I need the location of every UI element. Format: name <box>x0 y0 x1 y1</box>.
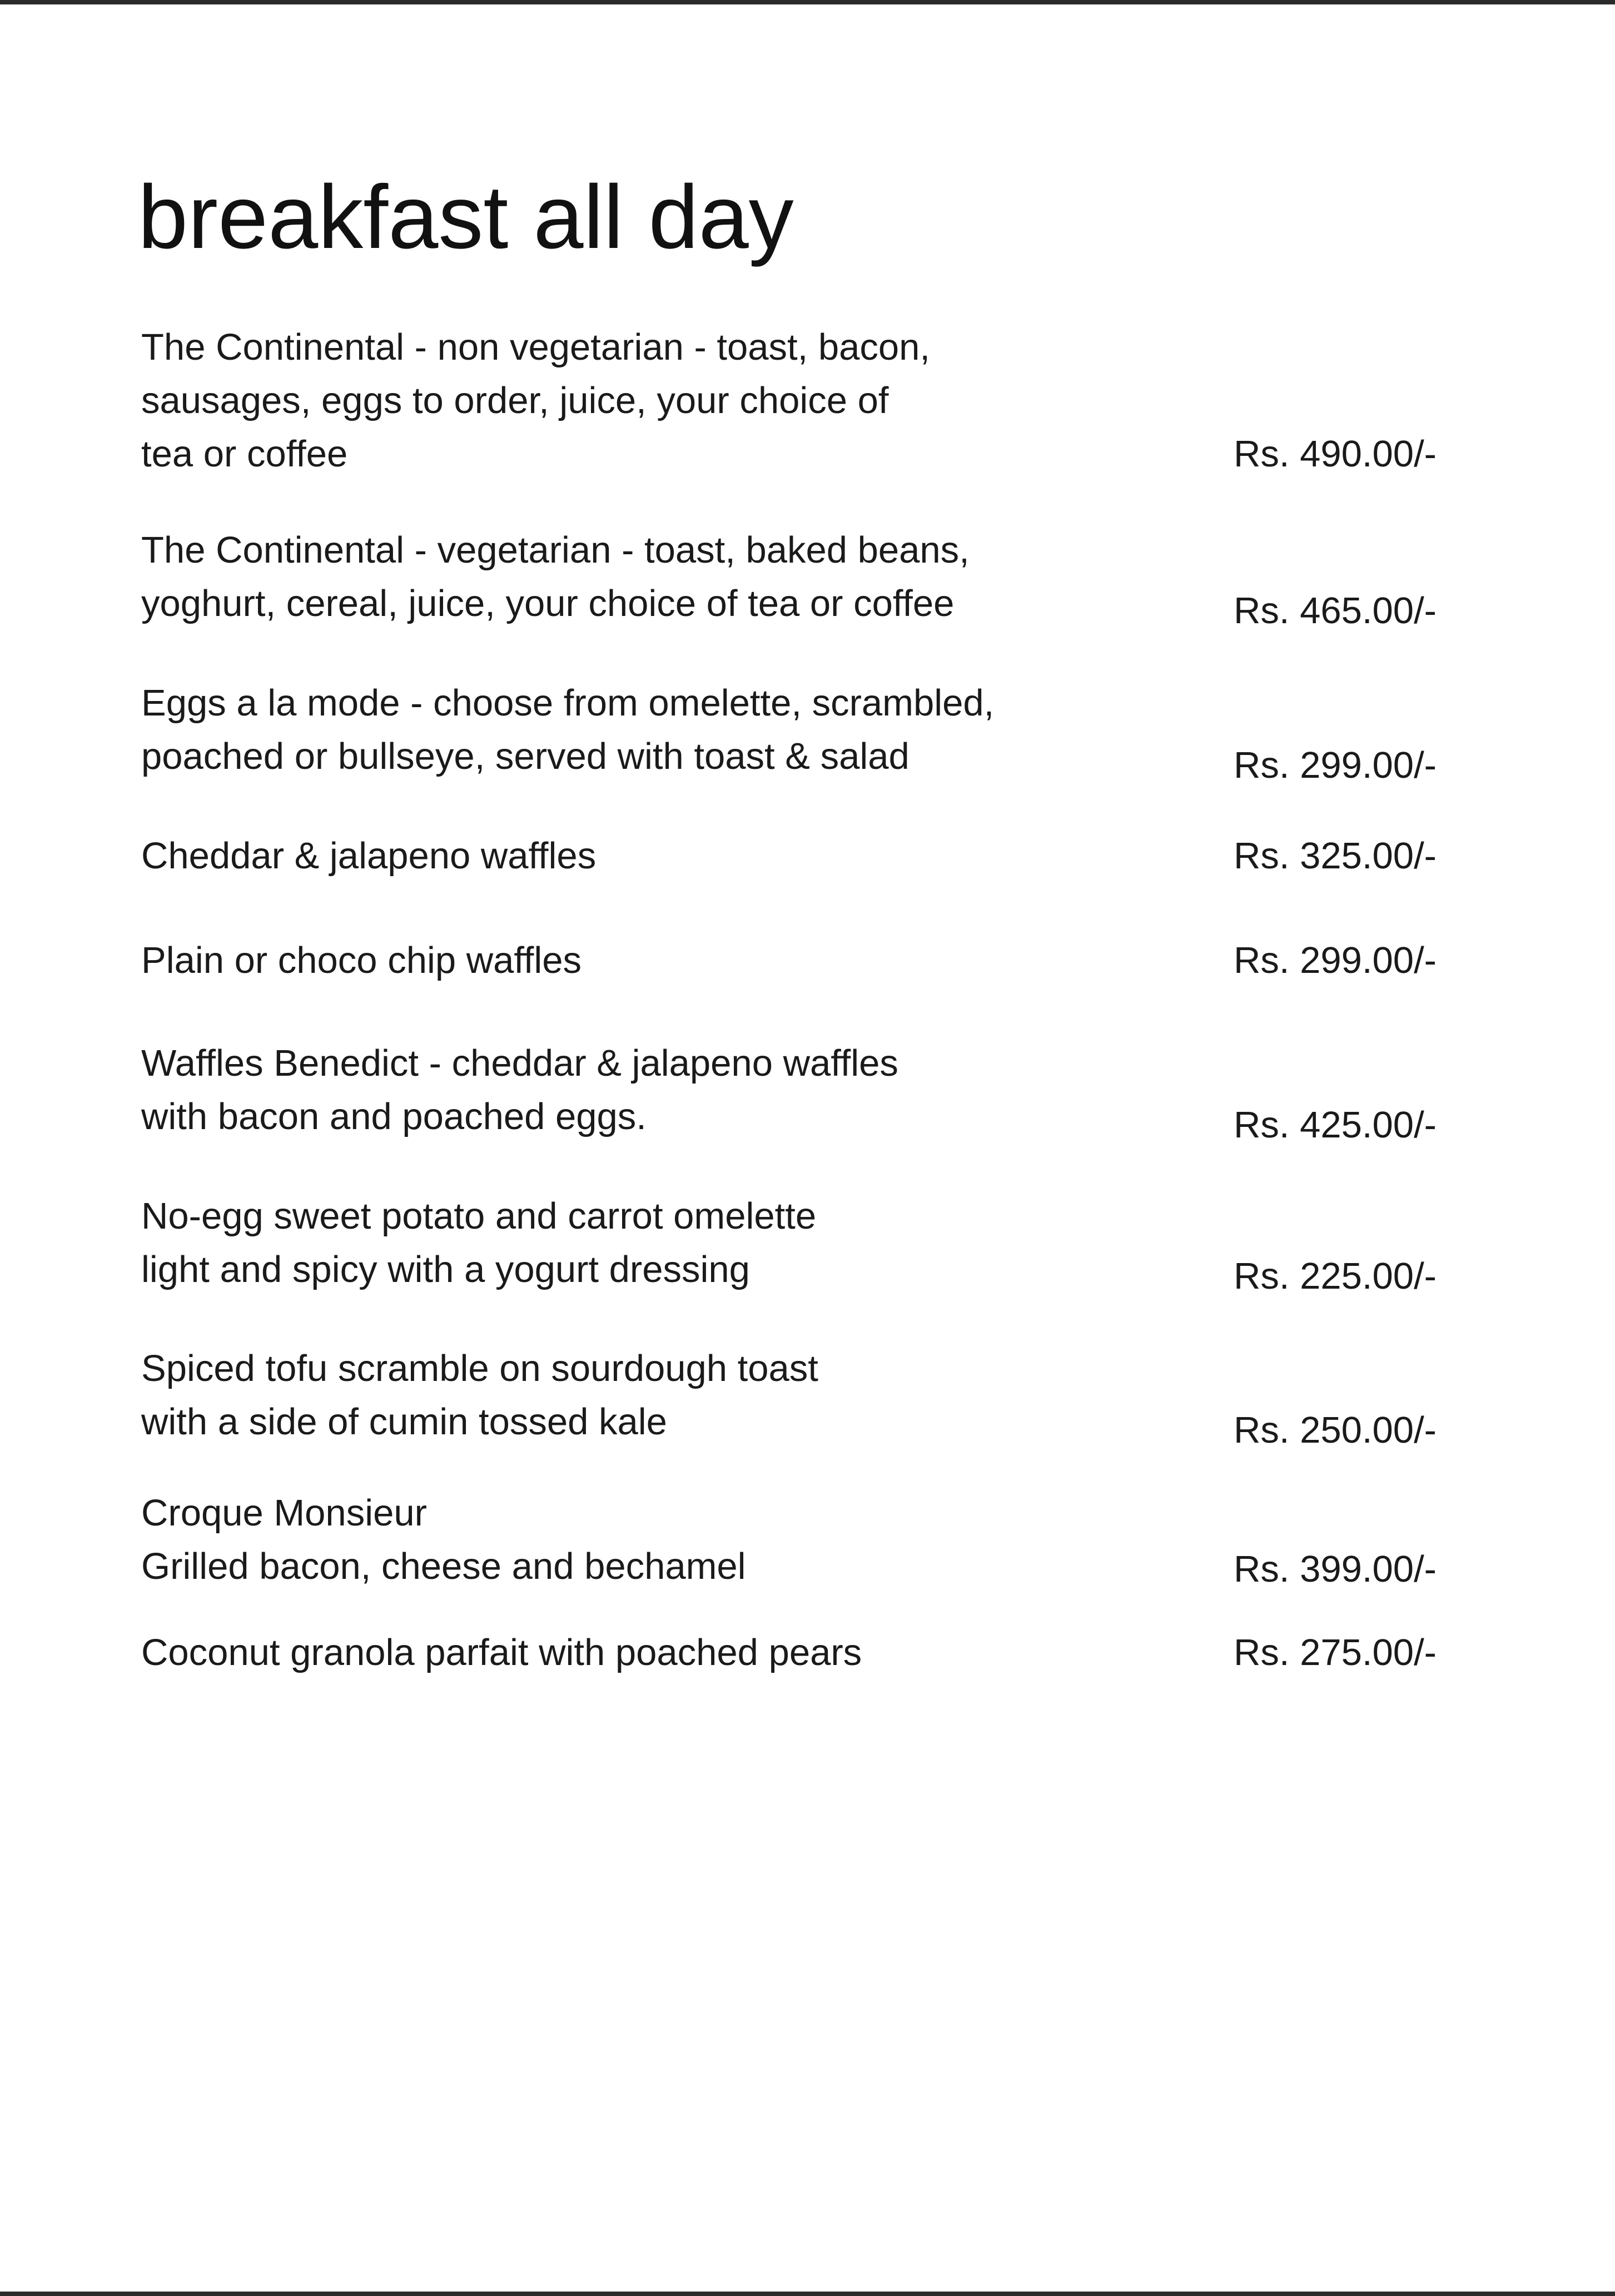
item-description: Spiced tofu scramble on sourdough toast with a side of cumin tossed kale <box>141 1348 818 1443</box>
item-description: Plain or choco chip waffles <box>141 940 582 981</box>
item-price: Rs. 275.00/- <box>1234 1632 1437 1673</box>
item-description: Coconut granola parfait with poached pears <box>141 1632 862 1673</box>
item-price: Rs. 465.00/- <box>1234 590 1437 632</box>
item-price: Rs. 299.00/- <box>1234 940 1437 981</box>
top-border <box>0 0 1615 4</box>
item-price: Rs. 490.00/- <box>1234 433 1437 475</box>
item-price: Rs. 325.00/- <box>1234 835 1437 877</box>
item-description: The Continental - vegetarian - toast, baked beans, yoghurt, cereal, juice, your choice of tea or coffee <box>141 529 970 624</box>
item-description: Eggs a la mode - choose from omelette, scrambled, poached or bullseye, served with toast & salad <box>141 682 995 777</box>
menu-title: breakfast all day <box>138 167 794 267</box>
item-description: Cheddar & jalapeno waffles <box>141 835 597 877</box>
item-description: No-egg sweet potato and carrot omelette light and spicy with a yogurt dressing <box>141 1195 817 1290</box>
item-description: Croque Monsieur Grilled bacon, cheese and bechamel <box>141 1492 746 1587</box>
item-price: Rs. 399.00/- <box>1234 1548 1437 1590</box>
item-price: Rs. 425.00/- <box>1234 1104 1437 1146</box>
item-price: Rs. 299.00/- <box>1234 744 1437 786</box>
bottom-border <box>0 2292 1615 2296</box>
item-price: Rs. 250.00/- <box>1234 1409 1437 1451</box>
item-description: The Continental - non vegetarian - toast, bacon, sausages, eggs to order, juice, your choice of tea or coffee <box>141 326 931 475</box>
item-price: Rs. 225.00/- <box>1234 1255 1437 1297</box>
item-description: Waffles Benedict - cheddar & jalapeno waffles with bacon and poached eggs. <box>141 1042 898 1137</box>
